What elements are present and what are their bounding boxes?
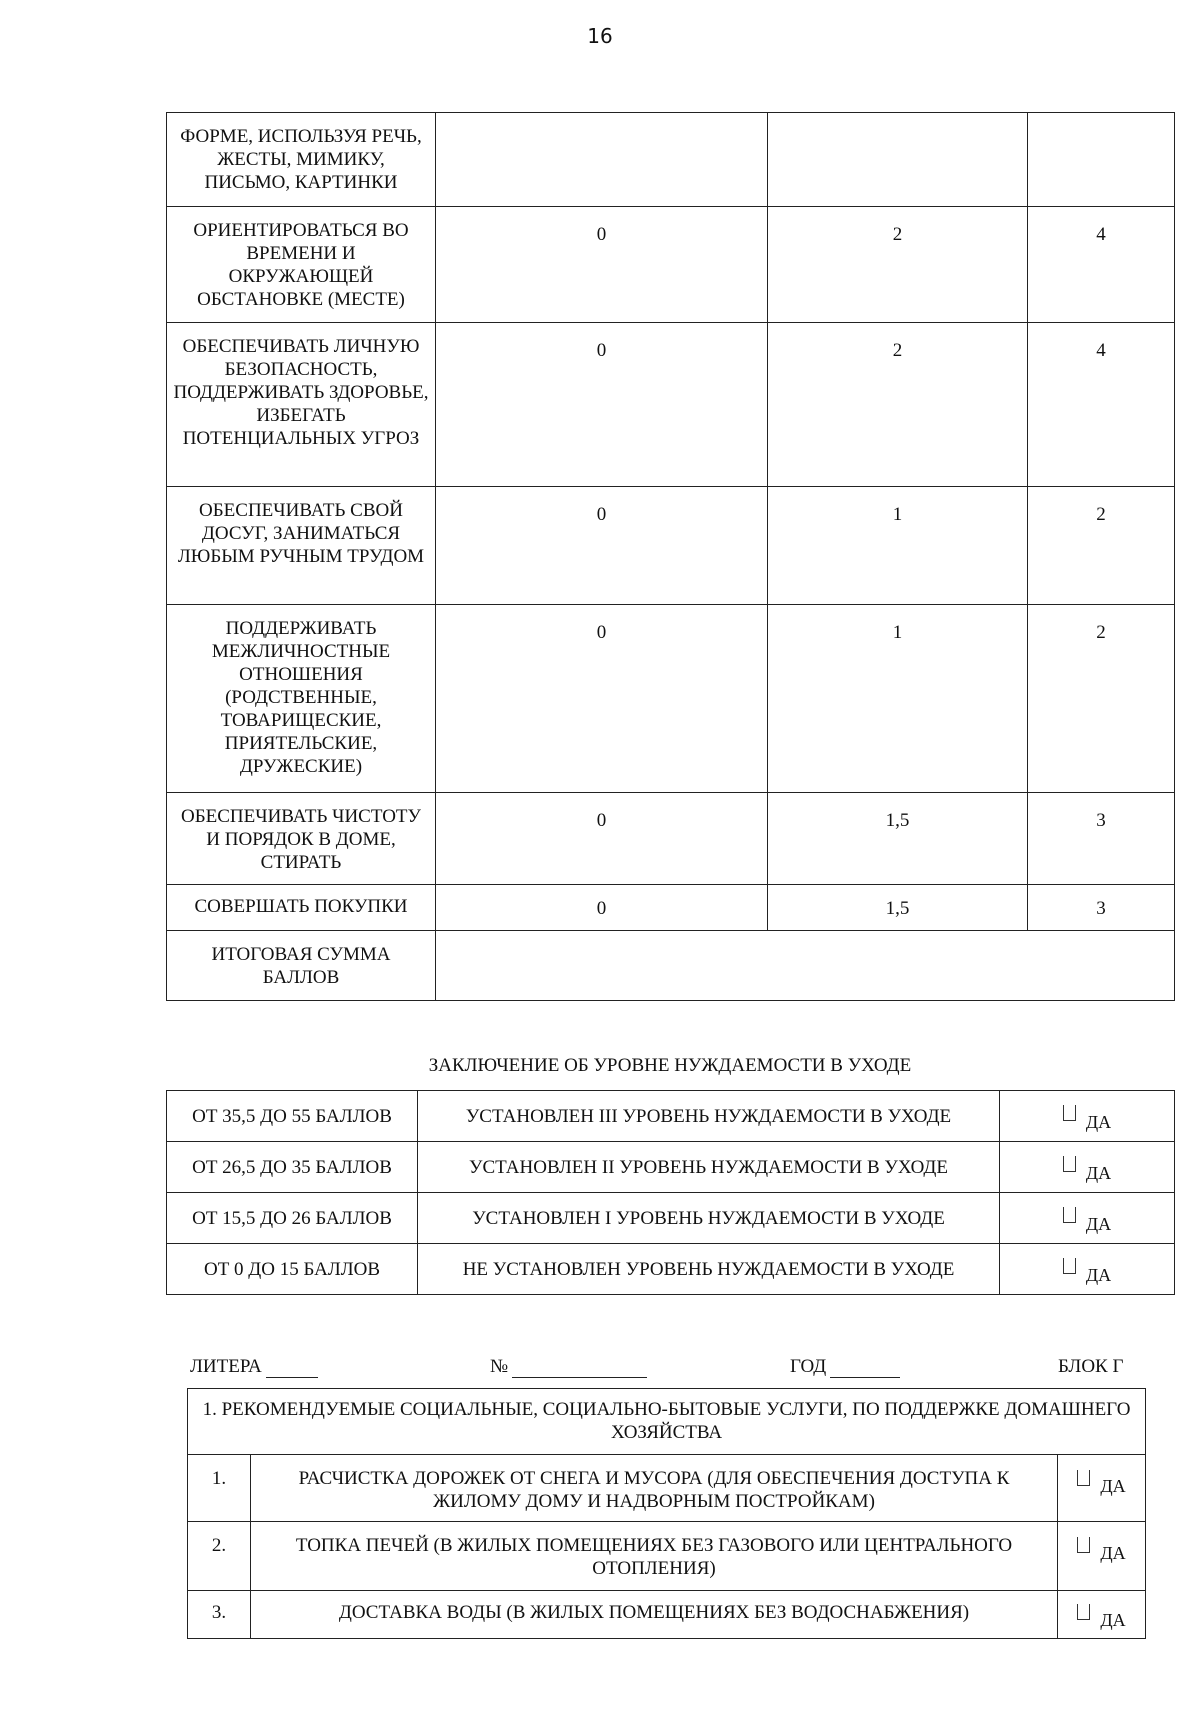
- care-level-result: УСТАНОВЛЕН III УРОВЕНЬ НУЖДАЕМОСТИ В УХОДЕ: [418, 1091, 1000, 1142]
- score-cell: 4: [1028, 323, 1175, 487]
- score-cell: [1028, 113, 1175, 207]
- table-row: [188, 1591, 1146, 1639]
- checkbox-icon[interactable]: [1077, 1470, 1090, 1486]
- year-field: [790, 1356, 900, 1378]
- table-row: [188, 1522, 1146, 1591]
- yes-checkbox-cell[interactable]: [1000, 1193, 1175, 1244]
- table-row: [167, 1193, 1175, 1244]
- yes-checkbox-cell[interactable]: [1000, 1142, 1175, 1193]
- score-cell: 1: [768, 605, 1028, 793]
- table-row: [167, 113, 1175, 207]
- checkbox-icon[interactable]: [1063, 1105, 1076, 1121]
- score-cell: 0: [436, 605, 768, 793]
- conclusion-title: ЗАКЛЮЧЕНИЕ ОБ УРОВНЕ НУЖДАЕМОСТИ В УХОДЕ: [428, 1055, 912, 1076]
- table-row: [167, 885, 1175, 931]
- litera-label: ЛИТЕРА: [190, 1356, 262, 1377]
- table-row: [167, 323, 1175, 487]
- checkbox-icon[interactable]: [1063, 1207, 1076, 1223]
- score-cell: 0: [436, 793, 768, 885]
- criterion-cell: ФОРМЕ, ИСПОЛЬЗУЯ РЕЧЬ, ЖЕСТЫ, МИМИКУ, ПИСЬМО, КАРТИНКИ: [167, 113, 436, 207]
- score-cell: 0: [436, 207, 768, 323]
- yes-label: ДА: [1100, 1610, 1126, 1630]
- score-cell: [436, 113, 768, 207]
- section-title: 1. РЕКОМЕНДУЕМЫЕ СОЦИАЛЬНЫЕ, СОЦИАЛЬНО-БЫТОВЫЕ УСЛУГИ, ПО ПОДДЕРЖКЕ ДОМАШНЕГО ХОЗЯЙСТВА: [188, 1389, 1146, 1455]
- number-label: №: [490, 1356, 509, 1377]
- yes-checkbox-cell[interactable]: [1058, 1522, 1146, 1591]
- criterion-cell: ОРИЕНТИРОВАТЬСЯ ВО ВРЕМЕНИ И ОКРУЖАЮЩЕЙ ОБСТАНОВКЕ (МЕСТЕ): [167, 207, 436, 323]
- care-level-result: УСТАНОВЛЕН I УРОВЕНЬ НУЖДАЕМОСТИ В УХОДЕ: [418, 1193, 1000, 1244]
- care-level-result: НЕ УСТАНОВЛЕН УРОВЕНЬ НУЖДАЕМОСТИ В УХОДЕ: [418, 1244, 1000, 1295]
- service-name: ТОПКА ПЕЧЕЙ (В ЖИЛЫХ ПОМЕЩЕНИЯХ БЕЗ ГАЗОВОГО ИЛИ ЦЕНТРАЛЬНОГО ОТОПЛЕНИЯ): [251, 1522, 1058, 1591]
- yes-checkbox-cell[interactable]: [1058, 1455, 1146, 1522]
- yes-label: ДА: [1085, 1111, 1112, 1132]
- score-cell: 0: [436, 885, 768, 931]
- number-blank[interactable]: [512, 1357, 647, 1378]
- block-header: [190, 1356, 1140, 1384]
- yes-label: ДА: [1085, 1213, 1112, 1234]
- table-row: [167, 207, 1175, 323]
- table-row: [167, 1142, 1175, 1193]
- conclusion-table: [166, 1090, 1175, 1295]
- table-row: [167, 1091, 1175, 1142]
- table-row: [167, 1244, 1175, 1295]
- score-cell: 2: [1028, 487, 1175, 605]
- checkbox-icon[interactable]: [1077, 1537, 1090, 1553]
- year-blank[interactable]: [830, 1357, 900, 1378]
- score-cell: 3: [1028, 793, 1175, 885]
- year-label: ГОД: [790, 1356, 827, 1377]
- checkbox-icon[interactable]: [1077, 1604, 1090, 1620]
- page-number: 16: [587, 24, 613, 48]
- block-label: БЛОК Г: [1058, 1356, 1124, 1377]
- score-cell: 1,5: [768, 885, 1028, 931]
- score-cell: 1,5: [768, 793, 1028, 885]
- score-cell: 2: [768, 323, 1028, 487]
- score-cell: 0: [436, 487, 768, 605]
- score-range: ОТ 35,5 ДО 55 БАЛЛОВ: [167, 1091, 418, 1142]
- litera-blank[interactable]: [266, 1357, 318, 1378]
- criterion-cell: ПОДДЕРЖИВАТЬ МЕЖЛИЧНОСТНЫЕ ОТНОШЕНИЯ (РОДСТВЕННЫЕ, ТОВАРИЩЕСКИЕ, ПРИЯТЕЛЬСКИЕ, ДРУЖЕСКИЕ): [167, 605, 436, 793]
- table-row: [167, 487, 1175, 605]
- total-label: ИТОГОВАЯ СУММА БАЛЛОВ: [167, 931, 436, 1001]
- yes-label: ДА: [1100, 1543, 1126, 1563]
- checkbox-icon[interactable]: [1063, 1258, 1076, 1274]
- row-number: 3.: [188, 1591, 251, 1639]
- criterion-cell: СОВЕРШАТЬ ПОКУПКИ: [167, 885, 436, 931]
- score-cell: 3: [1028, 885, 1175, 931]
- yes-checkbox-cell[interactable]: [1058, 1591, 1146, 1639]
- table-row: [167, 605, 1175, 793]
- score-range: ОТ 15,5 ДО 26 БАЛЛОВ: [167, 1193, 418, 1244]
- criterion-cell: ОБЕСПЕЧИВАТЬ СВОЙ ДОСУГ, ЗАНИМАТЬСЯ ЛЮБЫМ РУЧНЫМ ТРУДОМ: [167, 487, 436, 605]
- score-range: ОТ 0 ДО 15 БАЛЛОВ: [167, 1244, 418, 1295]
- row-number: 2.: [188, 1522, 251, 1591]
- number-field: [490, 1356, 647, 1378]
- score-cell: [768, 113, 1028, 207]
- score-cell: 2: [1028, 605, 1175, 793]
- score-cell: 0: [436, 323, 768, 487]
- checkbox-icon[interactable]: [1063, 1156, 1076, 1172]
- yes-checkbox-cell[interactable]: [1000, 1091, 1175, 1142]
- table-row: [167, 793, 1175, 885]
- yes-checkbox-cell[interactable]: [1000, 1244, 1175, 1295]
- litera-field: [190, 1356, 318, 1378]
- score-range: ОТ 26,5 ДО 35 БАЛЛОВ: [167, 1142, 418, 1193]
- row-number: 1.: [188, 1455, 251, 1522]
- yes-label: ДА: [1100, 1476, 1126, 1496]
- block-g-table: [187, 1388, 1146, 1639]
- total-row: [167, 931, 1175, 1001]
- total-value-cell[interactable]: [436, 931, 1175, 1001]
- table-row: [188, 1455, 1146, 1522]
- criterion-cell: ОБЕСПЕЧИВАТЬ ЧИСТОТУ И ПОРЯДОК В ДОМЕ, СТИРАТЬ: [167, 793, 436, 885]
- criterion-cell: ОБЕСПЕЧИВАТЬ ЛИЧНУЮ БЕЗОПАСНОСТЬ, ПОДДЕРЖИВАТЬ ЗДОРОВЬЕ, ИЗБЕГАТЬ ПОТЕНЦИАЛЬНЫХ УГРОЗ: [167, 323, 436, 487]
- service-name: ДОСТАВКА ВОДЫ (В ЖИЛЫХ ПОМЕЩЕНИЯХ БЕЗ ВОДОСНАБЖЕНИЯ): [251, 1591, 1058, 1639]
- score-cell: 4: [1028, 207, 1175, 323]
- score-table: [166, 112, 1175, 1001]
- yes-label: ДА: [1085, 1264, 1112, 1285]
- care-level-result: УСТАНОВЛЕН II УРОВЕНЬ НУЖДАЕМОСТИ В УХОДЕ: [418, 1142, 1000, 1193]
- score-cell: 2: [768, 207, 1028, 323]
- score-cell: 1: [768, 487, 1028, 605]
- service-name: РАСЧИСТКА ДОРОЖЕК ОТ СНЕГА И МУСОРА (ДЛЯ ОБЕСПЕЧЕНИЯ ДОСТУПА К ЖИЛОМУ ДОМУ И НАДВОРНЫМ ПОСТРОЙКАМ): [251, 1455, 1058, 1522]
- section-title-row: [188, 1389, 1146, 1455]
- yes-label: ДА: [1085, 1162, 1112, 1183]
